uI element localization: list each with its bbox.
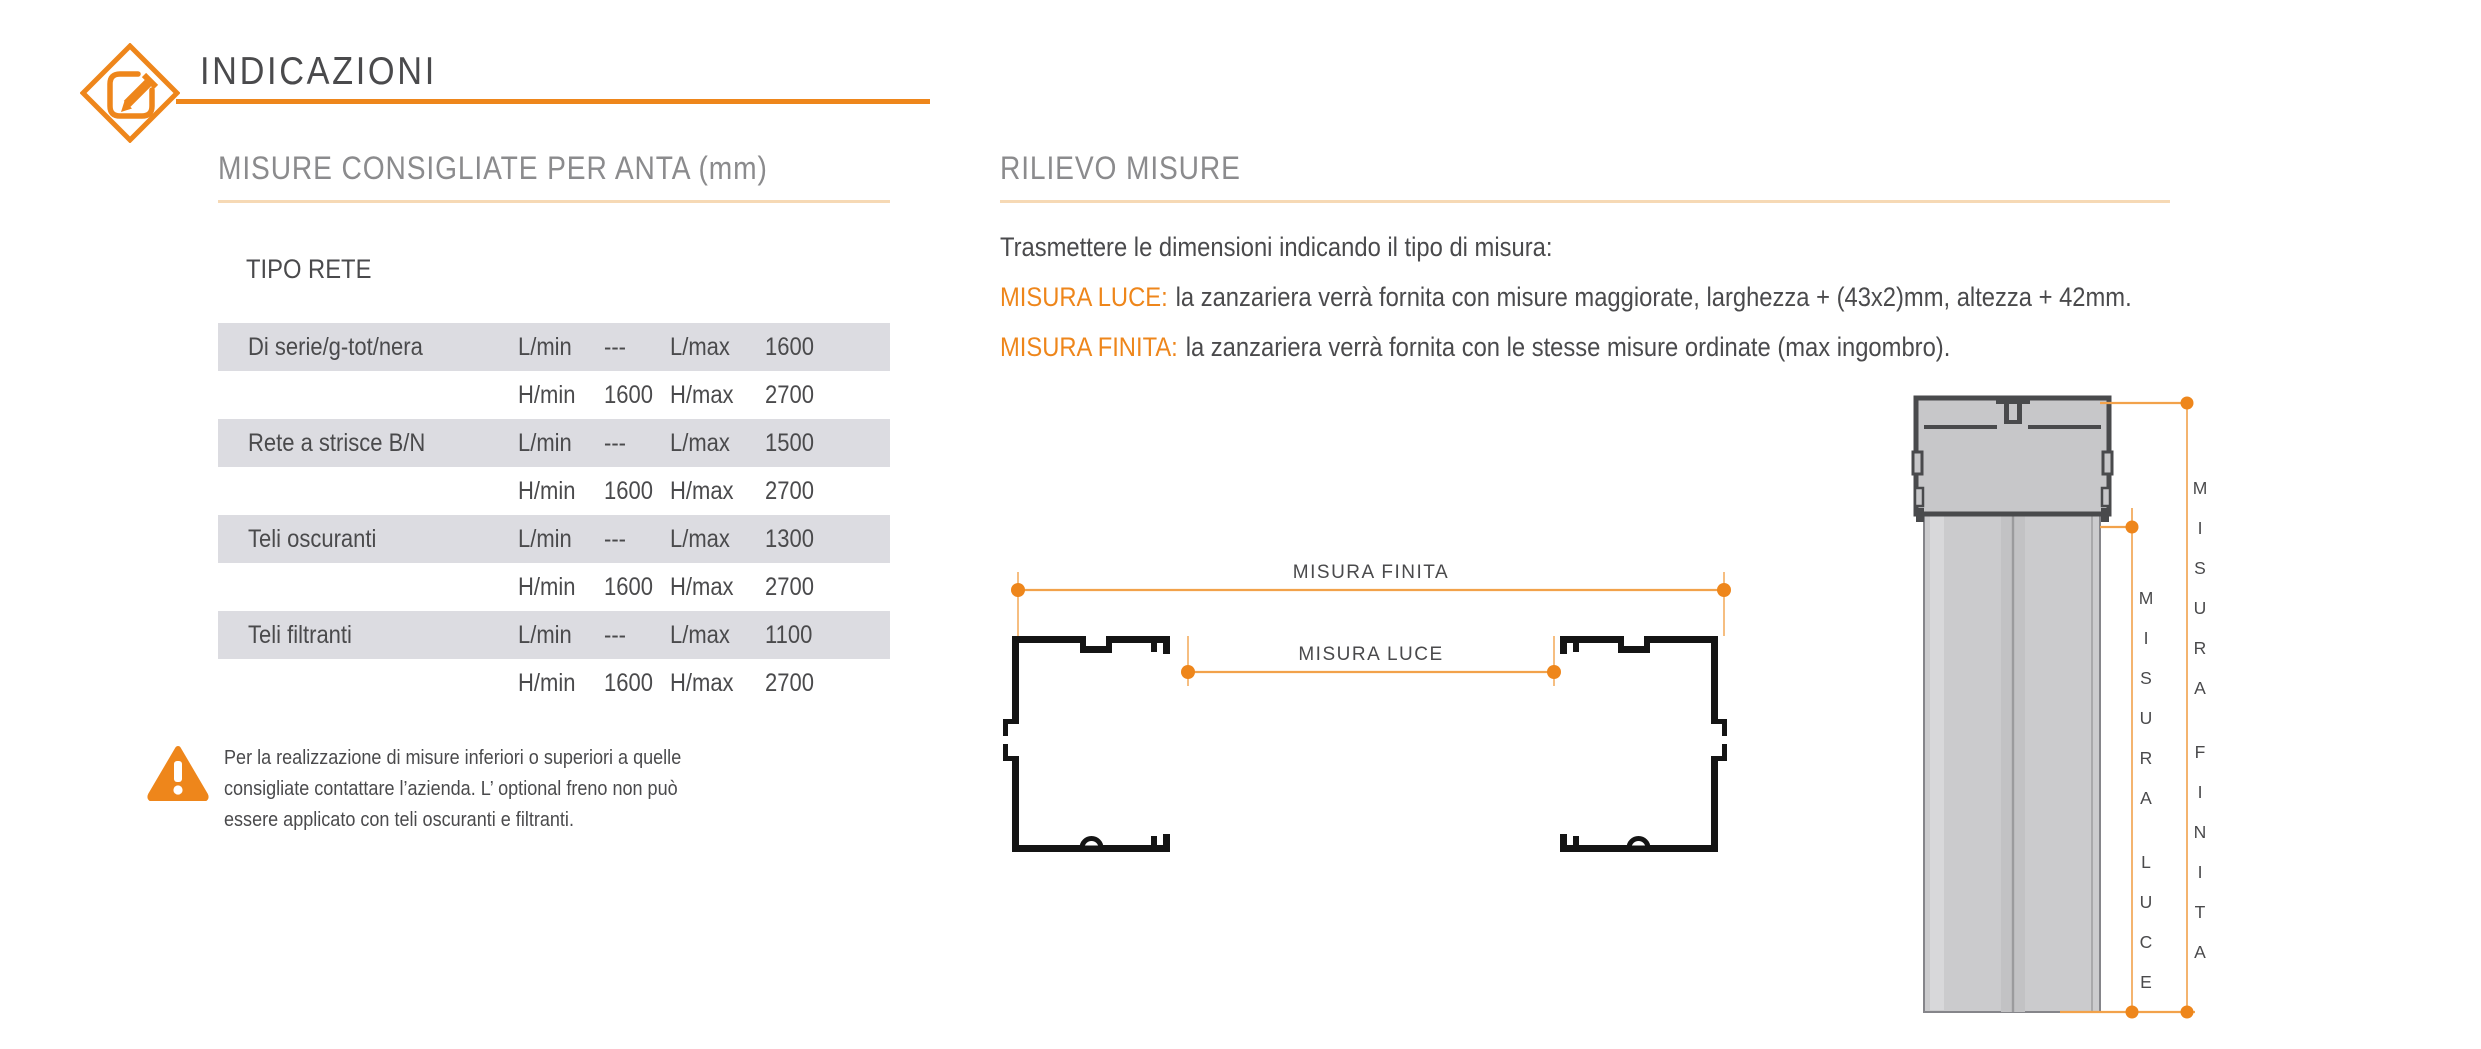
table-row — [218, 611, 890, 659]
table-cell-min_label: H/min — [518, 669, 576, 697]
header-accent-rule — [176, 99, 930, 104]
table-cell-tipo: Teli filtranti — [248, 621, 352, 649]
left-section-underline — [218, 200, 890, 203]
right-profile-section — [1560, 636, 1727, 852]
table-row — [218, 659, 890, 707]
table-cell-max_value: 1300 — [765, 525, 814, 553]
table-cell-max_value: 1100 — [765, 621, 813, 649]
dim-endpoint-dot — [2126, 521, 2139, 534]
table-cell-tipo: Teli oscuranti — [248, 525, 377, 553]
table-row — [218, 371, 890, 419]
table-cell-max_value: 2700 — [765, 381, 814, 409]
misura-finita-label: MISURA FINITA: — [1000, 332, 1178, 362]
dim-endpoint-dot — [2181, 1006, 2194, 1019]
table-row — [218, 563, 890, 611]
vertical-misura-luce-label: M I S U R A L U C E — [2138, 588, 2154, 992]
dim-endpoint-dot — [1547, 665, 1561, 679]
table-row — [218, 467, 890, 515]
warning-line: essere applicato con teli oscuranti e filtranti. — [224, 808, 574, 831]
table-cell-tipo: Rete a strisce B/N — [248, 429, 426, 457]
page-title-text: INDICAZIONI — [200, 50, 437, 93]
intro-text: Trasmettere le dimensioni indicando il tipo di misura: — [1000, 232, 1553, 262]
table-row — [218, 419, 890, 467]
table-cell-min_value: --- — [604, 429, 626, 457]
misura-luce-label: MISURA LUCE: — [1000, 282, 1168, 312]
table-cell-min_value: 1600 — [604, 669, 653, 697]
table-cell-max_value: 2700 — [765, 477, 814, 505]
table-row — [218, 323, 890, 371]
misura-luce-line — [1000, 272, 2286, 322]
intro-line — [1000, 222, 2286, 272]
table-cell-min_value: --- — [604, 333, 626, 361]
right-section-heading-text: RILIEVO MISURE — [1000, 150, 1241, 186]
left-section-heading-text: MISURE CONSIGLIATE PER ANTA (mm) — [218, 150, 768, 186]
left-section-heading — [218, 150, 843, 187]
table-title-text: TIPO RETE — [246, 254, 372, 284]
misura-finita-line — [1000, 322, 2286, 372]
table-cell-max_value: 1500 — [765, 429, 814, 457]
warning-line: Per la realizzazione di misure inferiori o superiori a quelle — [224, 746, 682, 769]
tipo-rete-table — [218, 323, 890, 707]
vertical-profile-illustration — [1900, 390, 2230, 1040]
table-cell-min_value: 1600 — [604, 381, 653, 409]
dim-endpoint-dot — [2126, 1006, 2139, 1019]
dim-endpoint-dot — [1181, 665, 1195, 679]
table-cell-max_label: L/max — [670, 621, 730, 649]
table-cell-min_label: L/min — [518, 333, 572, 361]
dim-endpoint-dot — [2181, 397, 2194, 410]
table-cell-max_value: 2700 — [765, 669, 814, 697]
page-title — [200, 50, 469, 94]
table-cell-min_value: 1600 — [604, 477, 653, 505]
table-cell-max_label: H/max — [670, 669, 734, 697]
table-cell-min_label: L/min — [518, 525, 572, 553]
table-row — [218, 515, 890, 563]
table-cell-max_value: 1600 — [765, 333, 814, 361]
vertical-misura-finita-label: M I S U R A F I N I T A — [2192, 478, 2208, 962]
dim-endpoint-dot — [1011, 583, 1025, 597]
misura-finita-text: la zanzariera verrà fornita con le stesse misure ordinate (max ingombro). — [1185, 332, 1951, 362]
table-cell-min_label: H/min — [518, 381, 576, 409]
table-title — [246, 254, 389, 285]
warning-triangle-icon — [147, 745, 209, 801]
table-cell-max_label: L/max — [670, 333, 730, 361]
misura-finita-dim-label: MISURA FINITA — [1292, 562, 1450, 583]
table-cell-max_label: H/max — [670, 477, 734, 505]
warning-text — [224, 742, 744, 835]
table-cell-max_label: H/max — [670, 573, 734, 601]
table-cell-tipo: Di serie/g-tot/nera — [248, 333, 423, 361]
table-cell-max_value: 2700 — [765, 573, 814, 601]
table-cell-min_label: H/min — [518, 573, 576, 601]
right-section-underline — [1000, 200, 2170, 203]
table-cell-max_label: H/max — [670, 381, 734, 409]
misura-luce-text: la zanzariera verrà fornita con misure maggiorate, larghezza + (43x2)mm, altezza + 42mm. — [1175, 282, 2132, 312]
dim-endpoint-dot — [1717, 583, 1731, 597]
left-profile-section — [1003, 636, 1170, 852]
right-section-heading — [1000, 150, 1274, 187]
table-cell-min_value: --- — [604, 525, 626, 553]
table-cell-min_value: --- — [604, 621, 626, 649]
table-cell-max_label: L/max — [670, 429, 730, 457]
edit-pencil-icon — [80, 43, 180, 143]
table-cell-min_label: H/min — [518, 477, 576, 505]
table-cell-min_label: L/min — [518, 429, 572, 457]
profile-cross-section-diagram — [1000, 548, 1740, 860]
warning-line: consigliate contattare l’azienda. L’ optional freno non può — [224, 777, 678, 800]
table-cell-min_value: 1600 — [604, 573, 653, 601]
rilievo-misure-text — [1000, 222, 2286, 372]
table-cell-min_label: L/min — [518, 621, 572, 649]
table-cell-max_label: L/max — [670, 525, 730, 553]
misura-luce-dim-label: MISURA LUCE — [1298, 644, 1444, 665]
